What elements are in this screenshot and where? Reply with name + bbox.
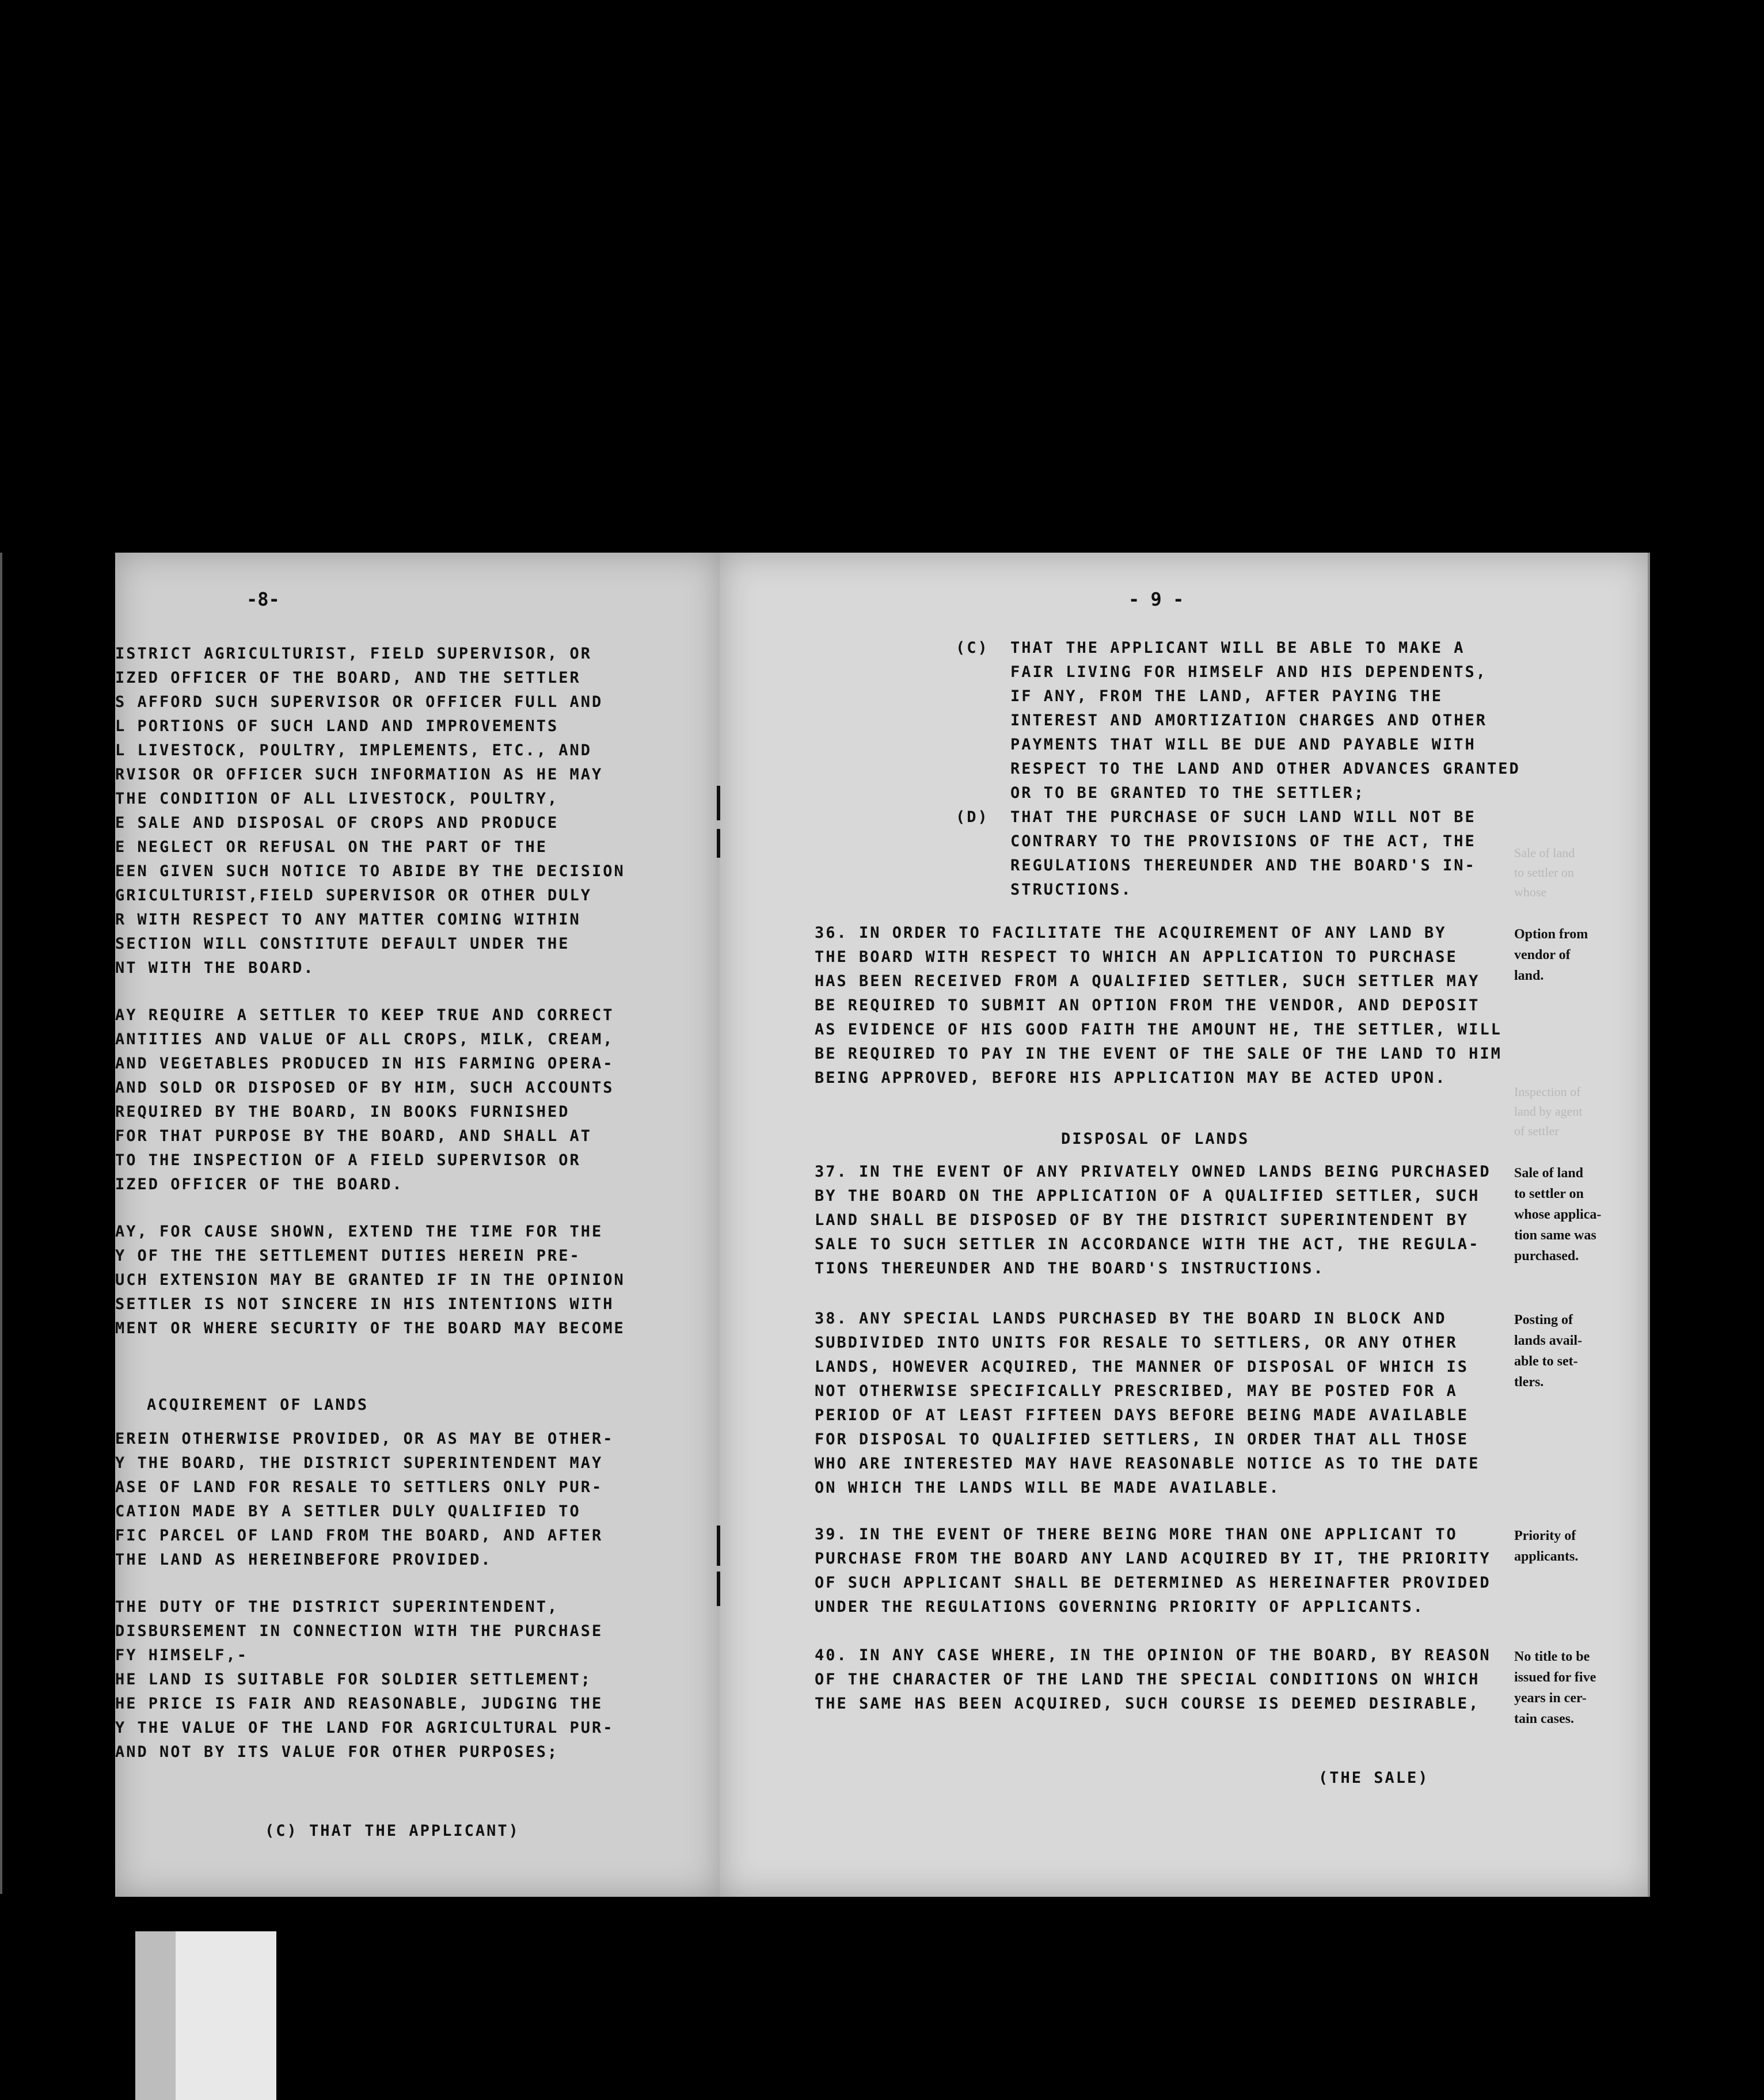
- clause-line: THAT THE APPLICANT WILL BE ABLE TO MAKE A: [1010, 639, 1465, 657]
- text-line: S AFFORD SUCH SUPERVISOR OR OFFICER FULL AND: [115, 693, 603, 711]
- text-line: MENT OR WHERE SECURITY OF THE BOARD MAY BECOME: [115, 1319, 625, 1337]
- binding-mark: [717, 1525, 720, 1566]
- clause-line: IF ANY, FROM THE LAND, AFTER PAYING THE: [1010, 687, 1443, 705]
- clause-line: PAYMENTS THAT WILL BE DUE AND PAYABLE WITH: [1010, 736, 1476, 754]
- section-line: OF THE CHARACTER OF THE LAND THE SPECIAL CONDITIONS ON WHICH: [815, 1671, 1480, 1688]
- binding-mark: [717, 829, 720, 858]
- section-line: TIONS THEREUNDER AND THE BOARD'S INSTRUCTIONS.: [815, 1260, 1325, 1277]
- section-line: FOR DISPOSAL TO QUALIFIED SETTLERS, IN ORDER THAT ALL THOSE: [815, 1431, 1469, 1448]
- section-line: UNDER THE REGULATIONS GOVERNING PRIORITY OF APPLICANTS.: [815, 1598, 1425, 1616]
- section-line: BEING APPROVED, BEFORE HIS APPLICATION MAY BE ACTED UPON.: [815, 1069, 1447, 1087]
- text-line: AND VEGETABLES PRODUCED IN HIS FARMING OPERA-: [115, 1055, 614, 1072]
- section-heading: DISPOSAL OF LANDS: [1061, 1130, 1250, 1148]
- margin-note-line: land.: [1514, 968, 1544, 983]
- margin-note: [1514, 1163, 1601, 1266]
- text-line: CATION MADE BY A SETTLER DULY QUALIFIED TO: [115, 1502, 581, 1520]
- clause-label: (C): [956, 639, 989, 657]
- text-line: ASE OF LAND FOR RESALE TO SETTLERS ONLY PUR-: [115, 1478, 603, 1496]
- section-line: LAND SHALL BE DISPOSED OF BY THE DISTRICT SUPERINTENDENT BY: [815, 1211, 1469, 1229]
- page-number: -8-: [246, 588, 280, 610]
- text-line: L PORTIONS OF SUCH LAND AND IMPROVEMENTS: [115, 717, 559, 735]
- text-line: EEN GIVEN SUCH NOTICE TO ABIDE BY THE DECISION: [115, 862, 625, 880]
- text-line: THE LAND AS HEREINBEFORE PROVIDED.: [115, 1551, 492, 1569]
- text-line: RVISOR OR OFFICER SUCH INFORMATION AS HE MAY: [115, 766, 603, 783]
- text-line: UCH EXTENSION MAY BE GRANTED IF IN THE OPINION: [115, 1271, 625, 1289]
- text-line: IZED OFFICER OF THE BOARD, AND THE SETTLER: [115, 669, 581, 687]
- clause-line: FAIR LIVING FOR HIMSELF AND HIS DEPENDENTS,: [1010, 663, 1487, 681]
- clause-line: THAT THE PURCHASE OF SUCH LAND WILL NOT BE: [1010, 808, 1476, 826]
- clause-line: REGULATIONS THEREUNDER AND THE BOARD'S IN-: [1010, 857, 1476, 874]
- clause-line: OR TO BE GRANTED TO THE SETTLER;: [1010, 784, 1366, 802]
- right-page: [720, 553, 1649, 1897]
- text-line: TO THE INSPECTION OF A FIELD SUPERVISOR OR: [115, 1151, 581, 1169]
- text-line: AND SOLD OR DISPOSED OF BY HIM, SUCH ACCOUNTS: [115, 1079, 614, 1097]
- section-line: THE SAME HAS BEEN ACQUIRED, SUCH COURSE IS DEEMED DESIRABLE,: [815, 1695, 1480, 1713]
- binding-mark: [717, 786, 720, 820]
- text-line: GRICULTURIST,FIELD SUPERVISOR OR OTHER DULY: [115, 887, 592, 904]
- text-line: Y OF THE THE SETTLEMENT DUTIES HEREIN PRE-: [115, 1247, 581, 1265]
- text-line: SECTION WILL CONSTITUTE DEFAULT UNDER THE: [115, 935, 570, 953]
- text-line: NT WITH THE BOARD.: [115, 959, 315, 977]
- bleed-through-text: Inspection of land by agent of settler: [1514, 1085, 1583, 1138]
- text-line: FIC PARCEL OF LAND FROM THE BOARD, AND AFTER: [115, 1527, 603, 1544]
- text-line: THE CONDITION OF ALL LIVESTOCK, POULTRY,: [115, 790, 559, 808]
- text-line: L LIVESTOCK, POULTRY, IMPLEMENTS, ETC., AND: [115, 741, 592, 759]
- margin-note: [1514, 1646, 1596, 1729]
- text-line: E SALE AND DISPOSAL OF CROPS AND PRODUCE: [115, 814, 559, 832]
- clause-line: CONTRARY TO THE PROVISIONS OF THE ACT, THE: [1010, 832, 1476, 850]
- text-line: HE PRICE IS FAIR AND REASONABLE, JUDGING THE: [115, 1695, 603, 1713]
- margin-note-line: whose applica-: [1514, 1207, 1602, 1222]
- text-line: Y THE BOARD, THE DISTRICT SUPERINTENDENT MAY: [115, 1454, 603, 1472]
- binding-mark: [717, 1572, 720, 1606]
- text-line: THE DUTY OF THE DISTRICT SUPERINTENDENT,: [115, 1598, 559, 1616]
- margin-note-line: tion same was: [1514, 1228, 1596, 1243]
- text-line: EREIN OTHERWISE PROVIDED, OR AS MAY BE OTHER-: [115, 1430, 614, 1448]
- section-line: 37. IN THE EVENT OF ANY PRIVATELY OWNED LANDS BEING PURCHASED: [815, 1163, 1491, 1181]
- section-line: THE BOARD WITH RESPECT TO WHICH AN APPLICATION TO PURCHASE: [815, 948, 1458, 966]
- section-line: SUBDIVIDED INTO UNITS FOR RESALE TO SETTLERS, OR ANY OTHER: [815, 1334, 1458, 1352]
- margin-note-line: able to set-: [1514, 1354, 1578, 1369]
- margin-note-line: issued for five: [1514, 1670, 1596, 1685]
- section-line: PERIOD OF AT LEAST FIFTEEN DAYS BEFORE BEING MADE AVAILABLE: [815, 1406, 1469, 1424]
- page-edge: [1648, 553, 1650, 1897]
- text-line: FOR THAT PURPOSE BY THE BOARD, AND SHALL AT: [115, 1127, 592, 1145]
- catchword: (C) THAT THE APPLICANT): [265, 1822, 520, 1840]
- section-line: PURCHASE FROM THE BOARD ANY LAND ACQUIRED BY IT, THE PRIORITY: [815, 1550, 1491, 1568]
- catchword: (THE SALE): [1318, 1769, 1430, 1787]
- margin-note-line: to settler on: [1514, 1186, 1584, 1201]
- text-line: Y THE VALUE OF THE LAND FOR AGRICULTURAL PUR-: [115, 1719, 614, 1737]
- left-page: [115, 553, 720, 1897]
- section-line: WHO ARE INTERESTED MAY HAVE REASONABLE NOTICE AS TO THE DATE: [815, 1455, 1480, 1473]
- section-line: BY THE BOARD ON THE APPLICATION OF A QUALIFIED SETTLER, SUCH: [815, 1187, 1480, 1205]
- text-line: AND NOT BY ITS VALUE FOR OTHER PURPOSES;: [115, 1743, 559, 1761]
- margin-note-line: applicants.: [1514, 1549, 1579, 1564]
- clause-line: INTEREST AND AMORTIZATION CHARGES AND OTHER: [1010, 712, 1487, 729]
- margin-note-line: tlers.: [1514, 1375, 1544, 1390]
- margin-note-line: lands avail-: [1514, 1333, 1583, 1348]
- page-number: - 9 -: [1128, 588, 1184, 610]
- text-line: E NEGLECT OR REFUSAL ON THE PART OF THE: [115, 838, 548, 856]
- margin-note-line: Sale of land: [1514, 1166, 1584, 1181]
- section-line: 39. IN THE EVENT OF THERE BEING MORE THAN ONE APPLICANT TO: [815, 1525, 1458, 1543]
- margin-note-line: purchased.: [1514, 1249, 1579, 1264]
- margin-note-line: tain cases.: [1514, 1711, 1574, 1726]
- section-line: 36. IN ORDER TO FACILITATE THE ACQUIREMENT OF ANY LAND BY: [815, 924, 1447, 942]
- section-line: 38. ANY SPECIAL LANDS PURCHASED BY THE BOARD IN BLOCK AND: [815, 1310, 1447, 1327]
- text-line: HE LAND IS SUITABLE FOR SOLDIER SETTLEMENT;: [115, 1671, 592, 1688]
- section-line: 40. IN ANY CASE WHERE, IN THE OPINION OF THE BOARD, BY REASON: [815, 1646, 1491, 1664]
- section-line: NOT OTHERWISE SPECIFICALLY PRESCRIBED, MAY BE POSTED FOR A: [815, 1382, 1458, 1400]
- section-heading: ACQUIREMENT OF LANDS: [147, 1396, 369, 1414]
- margin-note-line: Priority of: [1514, 1528, 1576, 1543]
- section-line: SALE TO SUCH SETTLER IN ACCORDANCE WITH THE ACT, THE REGULA-: [815, 1235, 1480, 1253]
- section-line: OF SUCH APPLICANT SHALL BE DETERMINED AS HEREINAFTER PROVIDED: [815, 1574, 1491, 1592]
- text-line: IZED OFFICER OF THE BOARD.: [115, 1175, 404, 1193]
- text-line: SETTLER IS NOT SINCERE IN HIS INTENTIONS WITH: [115, 1295, 614, 1313]
- margin-note-line: Option from: [1514, 927, 1588, 942]
- text-line: R WITH RESPECT TO ANY MATTER COMING WITHIN: [115, 911, 581, 929]
- text-line: DISBURSEMENT IN CONNECTION WITH THE PURCHASE: [115, 1622, 603, 1640]
- text-line: AY, FOR CAUSE SHOWN, EXTEND THE TIME FOR THE: [115, 1223, 603, 1241]
- section-line: HAS BEEN RECEIVED FROM A QUALIFIED SETTLER, SUCH SETTLER MAY: [815, 972, 1480, 990]
- margin-note: [1514, 1310, 1582, 1393]
- clause-line: STRUCTIONS.: [1010, 881, 1132, 899]
- text-line: AY REQUIRE A SETTLER TO KEEP TRUE AND CORRECT: [115, 1006, 614, 1024]
- section-line: ON WHICH THE LANDS WILL BE MADE AVAILABLE.: [815, 1479, 1280, 1497]
- text-line: ISTRICT AGRICULTURIST, FIELD SUPERVISOR, OR: [115, 645, 592, 663]
- section-line: AS EVIDENCE OF HIS GOOD FAITH THE AMOUNT HE, THE SETTLER, WILL: [815, 1021, 1502, 1038]
- margin-note: [1514, 924, 1588, 986]
- edge-strip: [0, 553, 2, 1894]
- margin-note-line: No title to be: [1514, 1649, 1590, 1664]
- margin-note: [1514, 1525, 1578, 1567]
- section-line: BE REQUIRED TO PAY IN THE EVENT OF THE SALE OF THE LAND TO HIM: [815, 1045, 1502, 1063]
- margin-note-line: years in cer-: [1514, 1691, 1587, 1706]
- section-line: LANDS, HOWEVER ACQUIRED, THE MANNER OF DISPOSAL OF WHICH IS: [815, 1358, 1469, 1376]
- text-line: REQUIRED BY THE BOARD, IN BOOKS FURNISHED: [115, 1103, 570, 1121]
- section-line: BE REQUIRED TO SUBMIT AN OPTION FROM THE VENDOR, AND DEPOSIT: [815, 996, 1480, 1014]
- text-line: ANTITIES AND VALUE OF ALL CROPS, MILK, CREAM,: [115, 1030, 614, 1048]
- margin-note-line: vendor of: [1514, 948, 1571, 963]
- clause-line: RESPECT TO THE LAND AND OTHER ADVANCES GRANTED: [1010, 760, 1520, 778]
- bleed-through-text: Sale of land to settler on whose: [1514, 846, 1575, 899]
- paper-scrap-shadow: [135, 1931, 176, 2100]
- text-line: FY HIMSELF,-: [115, 1646, 249, 1664]
- margin-note-line: Posting of: [1514, 1312, 1573, 1327]
- clause-label: (D): [956, 808, 989, 826]
